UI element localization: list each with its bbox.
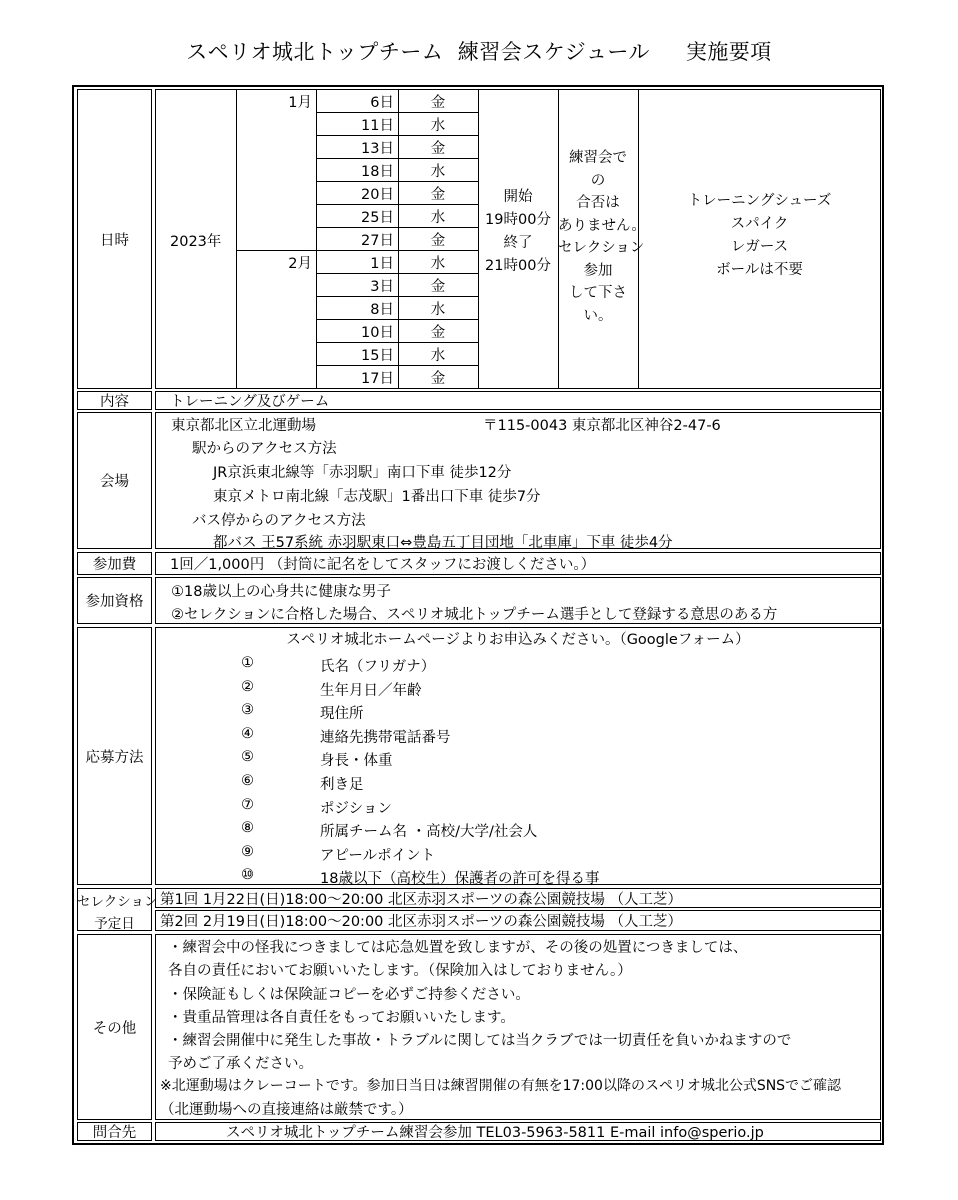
- apply-item-number: ⑦: [241, 797, 254, 813]
- schedule-day: 1日: [370, 256, 394, 272]
- apply-item-text: ポジション: [320, 801, 392, 817]
- apply-item-text: 身長・体重: [320, 753, 393, 769]
- schedule-month: 2月: [288, 256, 312, 272]
- label-datetime: [77, 89, 152, 389]
- other-line-8: （北運動場への直接連絡は厳禁です。）: [160, 1102, 413, 1118]
- schedule-row-divider: [316, 319, 478, 320]
- label-fee-text: 参加費: [92, 557, 137, 573]
- schedule-weekday: 水: [430, 256, 446, 272]
- schedule-day: 8日: [370, 302, 394, 318]
- label-contact-text: 問合先: [92, 1125, 137, 1141]
- label-venue: [77, 412, 152, 549]
- apply-item-text: 連絡先携帯電話番号: [320, 730, 451, 746]
- schedule-row-divider: [236, 250, 478, 251]
- eligibility-item-2: ②セレクションに合格した場合、スペリオ城北トップチーム選手として登録する意思のある方: [171, 607, 778, 623]
- other-line-7: ※北運動場はクレーコートです。参加日当日は練習開催の有無を17:00以降のスペリオ城北公式SNSでご確認: [160, 1078, 842, 1094]
- schedule-weekday: 水: [430, 164, 446, 180]
- schedule-row-divider: [316, 204, 478, 205]
- eligibility-item-1: ①18歳以上の心身共に健康な男子: [171, 584, 391, 600]
- schedule-row-divider: [316, 365, 478, 366]
- schedule-day: 27日: [361, 233, 394, 249]
- venue-bus-1: 都バス 王57系統 赤羽駅東口⇔豊島五丁目団地「北車庫」下車 徒歩4分: [213, 535, 673, 551]
- apply-item-text: 利き足: [320, 777, 364, 793]
- other-line-4: ・貴重品管理は各自責任をもってお願いいたします。: [168, 1010, 515, 1026]
- schedule-month: 1月: [288, 95, 312, 111]
- label-other-text: その他: [92, 1020, 137, 1037]
- schedule-time: 開始 19時00分 終了 21時00分: [485, 189, 551, 274]
- apply-item-number: ⑧: [241, 820, 254, 836]
- apply-item-text: 生年月日／年齢: [320, 683, 422, 699]
- fee-cell: [155, 552, 881, 575]
- schedule-row-divider: [316, 158, 478, 159]
- schedule-row-divider: [316, 273, 478, 274]
- label-eligibility: [77, 577, 152, 624]
- schedule-day: 25日: [361, 210, 394, 226]
- selection-row-2: [155, 910, 881, 931]
- label-apply-text: 応募方法: [85, 749, 144, 766]
- schedule-weekday: 金: [430, 95, 446, 111]
- schedule-day: 17日: [361, 371, 394, 387]
- schedule-result-note: 練習会で の 合否は ありません。 セレクション 参加 して下さ い。: [558, 150, 646, 324]
- apply-item-text: 所属チーム名 ・高校/大学/社会人: [320, 824, 538, 840]
- schedule-weekday: 金: [430, 279, 446, 295]
- schedule-row-divider: [316, 112, 478, 113]
- label-content: [77, 391, 152, 410]
- venue-name: 東京都北区立北運動場: [171, 418, 316, 434]
- schedule-gear-note: トレーニングシューズ スパイク レガース ボールは不要: [687, 193, 832, 278]
- selection-text-1: 第1回 1月22日(日)18:00～20:00 北区赤羽スポーツの森公園競技場 （人工芝）: [160, 891, 683, 908]
- apply-item-text: アピールポイント: [320, 848, 436, 864]
- other-line-6: 予めご了承ください。: [168, 1056, 313, 1072]
- schedule-row-divider: [316, 181, 478, 182]
- other-line-1: ・練習会中の怪我につきましては応急処置を致しますが、その後の処置につきましては、: [168, 940, 748, 956]
- label-eligibility-text: 参加資格: [85, 594, 144, 610]
- schedule-weekday: 金: [430, 141, 446, 157]
- contact-cell: [155, 1122, 881, 1141]
- schedule-day: 18日: [361, 164, 394, 180]
- label-venue-text: 会場: [100, 474, 129, 490]
- schedule-weekday: 金: [430, 371, 446, 387]
- label-content-text: 内容: [100, 394, 129, 410]
- schedule-weekday: 金: [430, 325, 446, 341]
- schedule-weekday: 水: [430, 348, 446, 364]
- divider: [236, 89, 237, 389]
- apply-item-number: ④: [241, 726, 254, 742]
- schedule-row-divider: [316, 135, 478, 136]
- schedule-row-divider: [316, 296, 478, 297]
- schedule-row-divider: [316, 227, 478, 228]
- apply-item-number: ②: [241, 679, 254, 695]
- venue-station-2: 東京メトロ南北線「志茂駅」1番出口下車 徒歩7分: [213, 489, 541, 505]
- venue-station-heading: 駅からのアクセス方法: [192, 441, 337, 457]
- other-line-5: ・練習会開催中に発生した事故・トラブルに関しては当クラブでは一切責任を負いかねますので: [168, 1033, 792, 1049]
- apply-item-number: ⑥: [241, 773, 254, 789]
- label-datetime-text: 日時: [100, 232, 129, 249]
- schedule-weekday: 水: [430, 118, 446, 134]
- selection-row-1: [155, 888, 881, 908]
- label-other: [77, 934, 152, 1120]
- other-line-3: ・保険証もしくは保険証コピーを必ずご持参ください。: [168, 987, 530, 1003]
- apply-cell: [155, 627, 881, 885]
- venue-address: 〒115-0043 東京都北区神谷2-47-6: [483, 418, 721, 434]
- apply-item-text: 18歳以下（高校生）保護者の許可を得る事: [320, 871, 600, 887]
- apply-item-number: ③: [241, 702, 254, 718]
- content-cell: [155, 391, 881, 410]
- label-contact: [77, 1122, 152, 1141]
- schedule-weekday: 金: [430, 233, 446, 249]
- schedule-day: 6日: [370, 95, 394, 111]
- venue-bus-heading: バス停からのアクセス方法: [192, 513, 366, 529]
- label-fee: [77, 552, 152, 575]
- schedule-day: 13日: [361, 141, 394, 157]
- apply-heading: スペリオ城北ホームページよりお申込みください。（Googleフォーム）: [286, 632, 750, 648]
- content-text: トレーニング及びゲーム: [170, 394, 330, 410]
- apply-item-number: ①: [241, 655, 254, 671]
- fee-text: 1回／1,000円 （封筒に記名をしてスタッフにお渡しください。）: [170, 557, 596, 573]
- venue-station-1: JR京浜東北線等「赤羽駅」南口下車 徒歩12分: [213, 465, 512, 481]
- schedule-weekday: 水: [430, 302, 446, 318]
- apply-item-number: ⑨: [241, 844, 254, 860]
- label-selection-line-1: セレクション: [77, 894, 158, 910]
- apply-item-number: ⑤: [241, 749, 254, 765]
- contact-text: スペリオ城北トップチーム練習会参加 TEL03-5963-5811 E-mail info@sperio.jp: [226, 1125, 764, 1141]
- apply-item-text: 現住所: [320, 706, 364, 722]
- schedule-day: 10日: [361, 325, 394, 341]
- apply-item-number: ⑩: [241, 867, 254, 883]
- schedule-weekday: 金: [430, 187, 446, 203]
- schedule-day: 15日: [361, 348, 394, 364]
- page-title: スペリオ城北トップチーム 練習会スケジュール 実施要項: [186, 40, 772, 64]
- apply-item-text: 氏名（フリガナ）: [320, 659, 436, 675]
- other-line-2: 各自の責任においてお願いいたします。（保険加入はしておりません。）: [168, 963, 632, 979]
- schedule-row-divider: [316, 342, 478, 343]
- schedule-day: 11日: [361, 118, 394, 134]
- label-selection-line-2: 予定日: [94, 916, 135, 932]
- selection-text-2: 第2回 2月19日(日)18:00～20:00 北区赤羽スポーツの森公園競技場 （人工芝）: [160, 914, 683, 930]
- schedule-weekday: 水: [430, 210, 446, 226]
- schedule-year: 2023年: [170, 234, 222, 250]
- schedule-day: 20日: [361, 187, 394, 203]
- schedule-day: 3日: [370, 279, 394, 295]
- label-apply: [77, 627, 152, 885]
